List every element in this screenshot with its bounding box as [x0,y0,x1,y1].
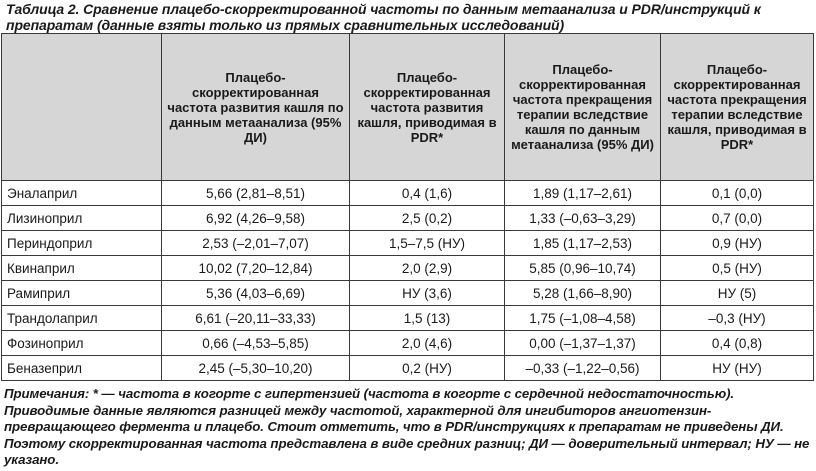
cell-drug: Квинаприл [2,256,162,281]
table-row [2,306,814,331]
cell-meta-cough: 5,36 (4,03–6,69) [162,281,350,306]
header-meta-discontinuation: Плацебо-скорректированная частота прекращения терапии вследствие кашля по данным метаанализа (95% ДИ) [505,34,661,181]
cell-drug: Фозиноприл [2,331,162,356]
table-row [2,231,814,256]
cell-meta-discontinuation: 5,28 (1,66–8,90) [505,281,661,306]
cell-pdr-cough: 1,5–7,5 (НУ) [350,231,505,256]
cell-pdr-cough: 2,0 (4,6) [350,331,505,356]
cell-pdr-discontinuation: 0,1 (0,0) [661,181,814,206]
cell-pdr-discontinuation: 0,9 (НУ) [661,231,814,256]
table-row [2,181,814,206]
table-header [2,34,814,181]
cell-meta-discontinuation: 1,89 (1,17–2,61) [505,181,661,206]
cell-meta-discontinuation: 5,85 (0,96–10,74) [505,256,661,281]
cell-drug: Периндоприл [2,231,162,256]
caption-label: Таблица 2. [6,1,80,17]
cell-pdr-cough: 1,5 (13) [350,306,505,331]
table-notes: Примечания: * — частота в когорте с гипертензией (частота в когорте с сердечной недостаточностью). Приводимые данные являются разницей между частотой, характерной для ингибиторов ангиотензин-превращающего фермента и плацебо. Стоит отметить, что в PDR/инструкциях к препаратам не приведены ДИ. Поэтому скорректированная частота представлена в виде средних разниц; ДИ — доверительный интервал; НУ — не указано. [4,386,810,467]
cell-pdr-discontinuation: 0,7 (0,0) [661,206,814,231]
cell-pdr-discontinuation: НУ (5) [661,281,814,306]
cell-meta-cough: 2,53 (–2,01–7,07) [162,231,350,256]
header-pdr-discontinuation: Плацебо-скорректированная частота прекращения терапии вследствие кашля, приводимая в PDR* [661,34,814,181]
cell-pdr-discontinuation: НУ (НУ) [661,356,814,381]
cell-pdr-cough: 0,2 (НУ) [350,356,505,381]
cell-pdr-cough: 2,5 (0,2) [350,206,505,231]
comparison-table [1,33,814,381]
cell-pdr-discontinuation: –0,3 (НУ) [661,306,814,331]
cell-meta-cough: 10,02 (7,20–12,84) [162,256,350,281]
cell-meta-discontinuation: 1,33 (–0,63–3,29) [505,206,661,231]
table-row [2,331,814,356]
cell-meta-cough: 0,66 (–4,53–5,85) [162,331,350,356]
cell-meta-cough: 2,45 (–5,30–10,20) [162,356,350,381]
cell-meta-cough: 5,66 (2,81–8,51) [162,181,350,206]
cell-pdr-cough: НУ (3,6) [350,281,505,306]
table-row [2,281,814,306]
cell-meta-discontinuation: 1,85 (1,17–2,53) [505,231,661,256]
table-row [2,206,814,231]
cell-meta-cough: 6,92 (4,26–9,58) [162,206,350,231]
cell-meta-discontinuation: 0,00 (–1,37–1,37) [505,331,661,356]
header-meta-cough-rate: Плацебо-скорректированная частота развития кашля по данным метаанализа (95% ДИ) [162,34,350,181]
header-drug [2,34,162,181]
cell-pdr-discontinuation: 0,5 (НУ) [661,256,814,281]
cell-drug: Эналаприл [2,181,162,206]
cell-meta-discontinuation: –0,33 (–1,22–0,56) [505,356,661,381]
cell-drug: Беназеприл [2,356,162,381]
cell-pdr-discontinuation: 0,4 (0,8) [661,331,814,356]
cell-pdr-cough: 2,0 (2,9) [350,256,505,281]
cell-meta-cough: 6,61 (–20,11–33,33) [162,306,350,331]
cell-meta-discontinuation: 1,75 (–1,08–4,58) [505,306,661,331]
table-body [2,181,814,381]
table-row [2,356,814,381]
cell-drug: Трандолаприл [2,306,162,331]
cell-drug: Лизиноприл [2,206,162,231]
caption-text: Сравнение плацебо-скорректированной частоты по данным метаанализа и PDR/инструкций к препаратам (данные взяты только из прямых сравнительных исследований) [6,1,761,33]
cell-pdr-cough: 0,4 (1,6) [350,181,505,206]
table-row [2,256,814,281]
table-caption [6,1,812,33]
header-pdr-cough-rate: Плацебо-скорректированная частота развития кашля, приводимая в PDR* [350,34,505,181]
cell-drug: Рамиприл [2,281,162,306]
